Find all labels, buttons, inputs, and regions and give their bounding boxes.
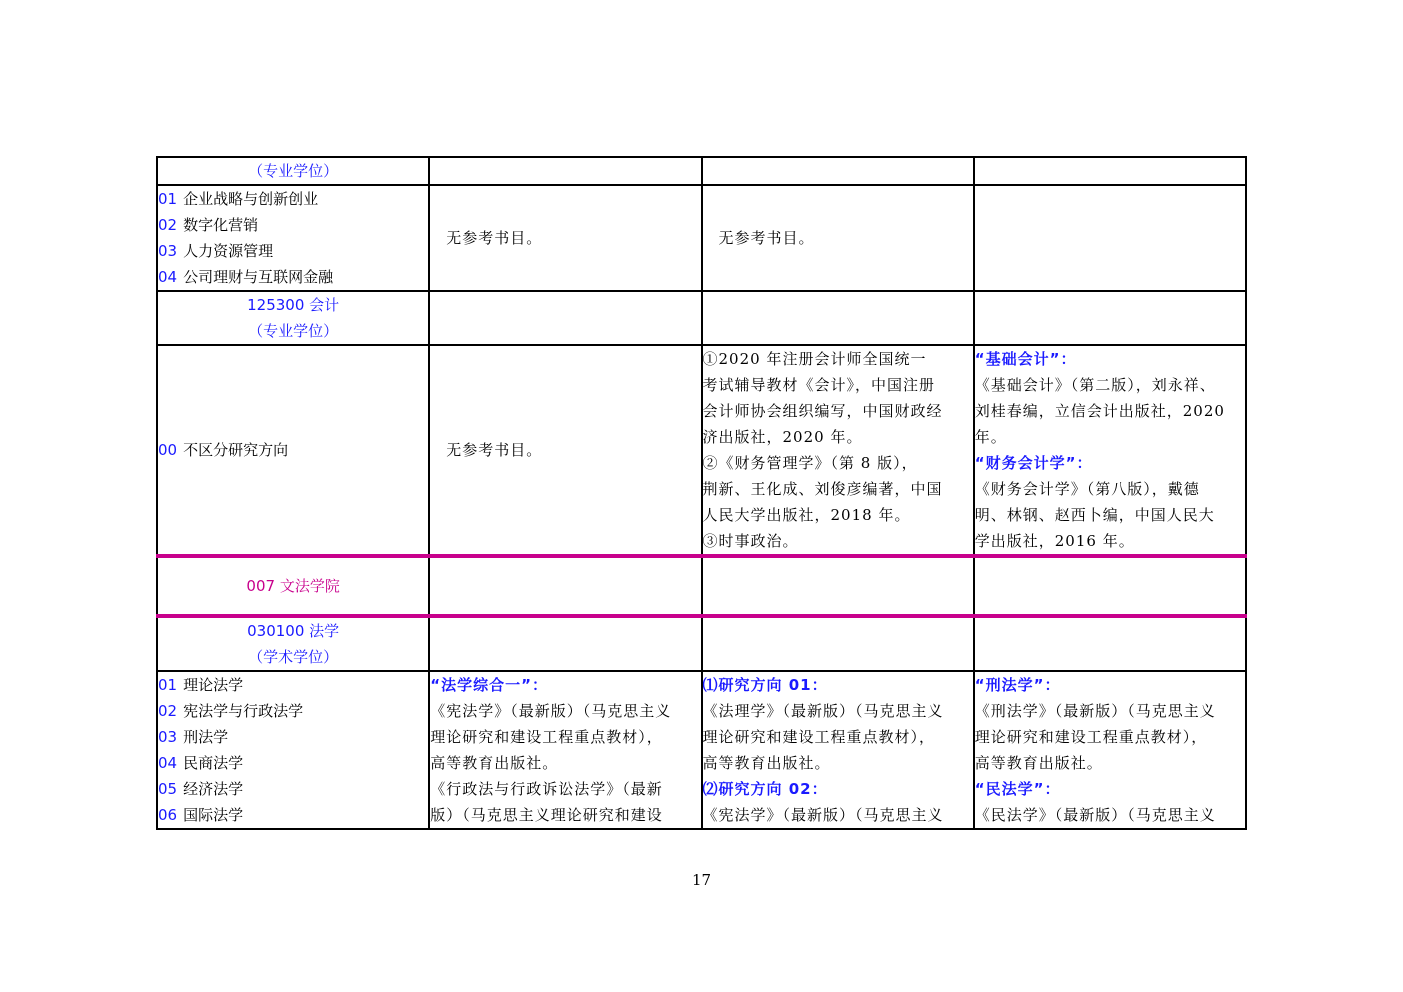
page-number: 17 [691, 871, 712, 889]
subject-heading: “刑法学”： [974, 676, 1061, 694]
book-line: 荆新、王化成、刘俊彦编著，中国 [702, 480, 943, 498]
direction-item: 04 公司理财与互联网金融 [158, 268, 334, 286]
empty-cell [974, 157, 1246, 185]
subject-heading: “基础会计”： [974, 350, 1077, 368]
direction-item: 02 宪法学与行政法学 [158, 702, 304, 720]
book-line: 高等教育出版社。 [430, 754, 559, 772]
empty-cell [974, 185, 1246, 291]
book-line: 年。 [974, 428, 1007, 446]
book-line: 《法理学》（最新版）（马克思主义 [702, 702, 944, 720]
book-line: 《民法学》（最新版）（马克思主义 [974, 806, 1216, 824]
empty-cell [429, 616, 701, 671]
empty-cell [429, 157, 701, 185]
empty-cell [974, 291, 1246, 345]
empty-cell [702, 556, 974, 616]
book-line: ①2020 年注册会计师全国统一 [702, 350, 927, 368]
major-name: 125300 会计 [247, 296, 340, 314]
retest-books-cell [702, 671, 974, 829]
book-line: 理论研究和建设工程重点教材）， [702, 728, 936, 746]
book-line: 《宪法学》（最新版）（马克思主义 [702, 806, 944, 824]
subject-heading: “民法学”： [974, 780, 1061, 798]
empty-cell [974, 556, 1246, 616]
book-line: 人民大学出版社，2018 年。 [702, 506, 911, 524]
book-line: ③时事政治。 [702, 532, 799, 550]
initial-exam-books-cell [429, 185, 701, 291]
direction-item: 01 企业战略与创新创业 [158, 190, 319, 208]
book-line: 高等教育出版社。 [702, 754, 831, 772]
empty-cell [702, 157, 974, 185]
empty-cell [429, 291, 701, 345]
book-line: 刘桂春编，立信会计出版社，2020 [974, 402, 1225, 420]
book-line: 理论研究和建设工程重点教材）， [430, 728, 663, 746]
directions-cell [157, 185, 429, 291]
empty-cell [429, 556, 701, 616]
table-row [157, 671, 1246, 829]
equivalent-exam-books-cell [974, 671, 1246, 829]
book-line: 《刑法学》（最新版）（马克思主义 [974, 702, 1216, 720]
direction-item: 01 理论法学 [158, 676, 244, 694]
book-line: 《宪法学》（最新版）（马克思主义 [430, 702, 672, 720]
table-row [157, 157, 1246, 185]
direction-item: 00 不区分研究方向 [158, 441, 289, 459]
direction-item: 03 刑法学 [158, 728, 229, 746]
direction-item: 02 数字化营销 [158, 216, 259, 234]
book-line: 《财务会计学》（第八版），戴德 [974, 480, 1200, 498]
book-line: 济出版社，2020 年。 [702, 428, 863, 446]
book-line: 学出版社，2016 年。 [974, 532, 1135, 550]
college-name: 007 文法学院 [246, 577, 340, 595]
major-cell [157, 616, 429, 671]
initial-exam-books-cell [429, 671, 701, 829]
degree-type-label: （专业学位） [248, 162, 339, 180]
book-line: ②《财务管理学》（第 8 版）， [702, 454, 918, 472]
book-line: 考试辅导教材《会计》，中国注册 [702, 376, 936, 394]
empty-cell [974, 616, 1246, 671]
retest-books-cell [702, 345, 974, 556]
book-line: 版）（马克思主义理论研究和建设 [430, 806, 663, 824]
subject-heading: “法学综合一”： [430, 676, 548, 694]
direction-item: 04 民商法学 [158, 754, 244, 772]
major-cell [157, 291, 429, 345]
degree-type-cell [157, 157, 429, 185]
degree-type-label: （专业学位） [248, 322, 339, 340]
college-cell [157, 556, 429, 616]
retest-books-cell [702, 185, 974, 291]
major-name: 030100 法学 [247, 622, 340, 640]
book-line: 会计师协会组织编写，中国财政经 [702, 402, 943, 420]
syllabus-table [156, 156, 1247, 830]
empty-cell [702, 616, 974, 671]
equivalent-exam-books-cell [974, 345, 1246, 556]
direction-item: 03 人力资源管理 [158, 242, 274, 260]
initial-exam-books-cell [429, 345, 701, 556]
table-row [157, 556, 1246, 616]
table-row [157, 345, 1246, 556]
book-line: 《基础会计》（第二版），刘永祥、 [974, 376, 1216, 394]
directions-cell [157, 671, 429, 829]
direction-item: 05 经济法学 [158, 780, 244, 798]
degree-type-label: （学术学位） [248, 648, 339, 666]
table-row [157, 291, 1246, 345]
table-row [157, 616, 1246, 671]
no-books-text: 无参考书目。 [446, 441, 543, 459]
subject-heading: ⑴研究方向 01： [702, 676, 828, 694]
book-line: 《行政法与行政诉讼法学》（最新 [430, 780, 663, 798]
book-line: 理论研究和建设工程重点教材）， [974, 728, 1208, 746]
table-row [157, 185, 1246, 291]
subject-heading: “财务会计学”： [974, 454, 1093, 472]
book-line: 高等教育出版社。 [974, 754, 1103, 772]
direction-cell [157, 345, 429, 556]
no-books-text: 无参考书目。 [718, 229, 815, 247]
book-line: 明、林钢、赵西卜编，中国人民大 [974, 506, 1215, 524]
no-books-text: 无参考书目。 [446, 229, 543, 247]
empty-cell [702, 291, 974, 345]
subject-heading: ⑵研究方向 02： [702, 780, 828, 798]
direction-item: 06 国际法学 [158, 806, 244, 824]
